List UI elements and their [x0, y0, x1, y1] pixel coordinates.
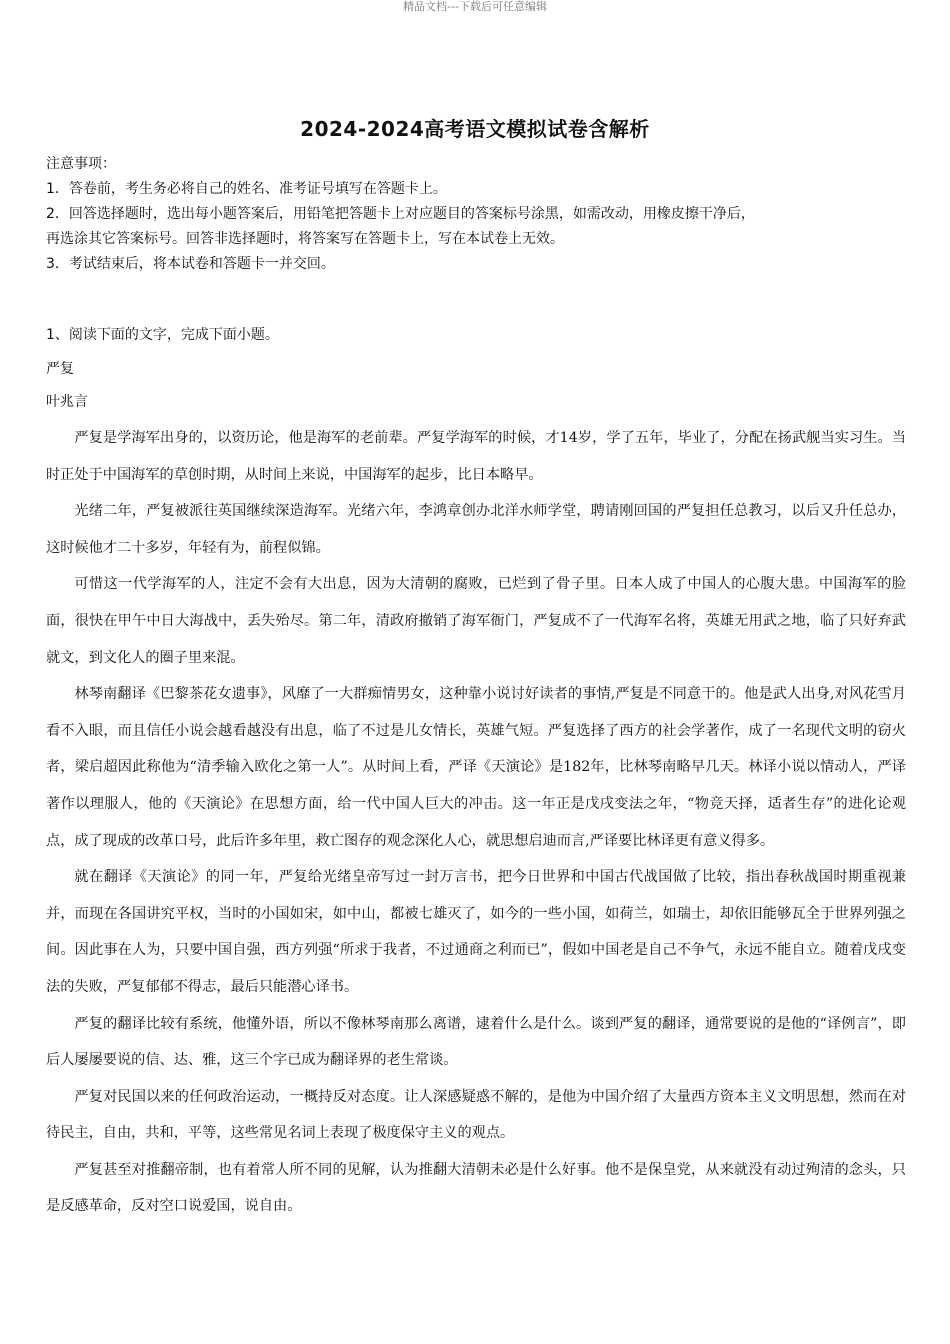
article-paragraph: 严复是学海军出身的，以资历论，他是海军的老前辈。严复学海军的时候，才14岁，学了五年，毕业了，分配在扬武舰当实习生。当时正处于中国海军的草创时期，从时间上来说，中国海军的起步，比日本略早。	[46, 430, 906, 483]
article-paragraph: 光绪二年，严复被派往英国继续深造海军。光绪六年，李鸿章创办北洋水师学堂，聘请刚回国的严复担任总教习，以后又升任总办，这时候他才二十多岁，年轻有为，前程似锦。	[46, 503, 906, 556]
article-paragraph: 严复的翻译比较有系统，他懂外语，所以不像林琴南那么离谱，逮着什么是什么。谈到严复的翻译，通常要说的是他的“译例言”，即后人屡屡要说的信、达、雅，这三个字已成为翻译界的老生常谈。	[46, 1015, 906, 1069]
notice-line: 1．答卷前，考生务必将自己的姓名、准考证号填写在答题卡上。	[46, 181, 447, 197]
page-title: 2024-2024高考语文模拟试卷含解析	[300, 117, 650, 141]
article-paragraph: 林琴南翻译《巴黎茶花女遗事》，风靡了一大群痴情男女，这种靠小说讨好读者的事情,严复是不同意干的。他是武人出身,对风花雪月看不入眼，而且信任小说会越看越没有出息，临了不过是儿女情长，英雄气短。严复选择了西方的社会学著作，成了一名现代文明的窃火者，梁启超因此称他为“清季输入欧化之第一人”。从时间上看，严译《天演论》是182年，比林琴南略早几天。林译小说以情动人，严译著作以理服人，他的《天演论》在思想方面，给一代中国人巨大的冲击。这一年正是戊戌变法之年，“物竞天择，适者生存”的进化论观点，成了现成的改革口号，此后许多年里，救亡图存的观念深化人心，就思想启迪而言,严译要比林译更有意义得多。	[46, 686, 906, 849]
notice-line: 2．回答选择题时，选出每小题答案后，用铅笔把答题卡上对应题目的答案标号涂黑，如需改动，用橡皮擦干净后，	[46, 206, 755, 222]
article-paragraph: 严复对民国以来的任何政治运动，一概持反对态度。让人深感疑惑不解的，是他为中国介绍了大量西方资本主义文明思想，然而在对待民主，自由，共和，平等，这些常见名词上表现了极度保守主义的观点。	[46, 1088, 906, 1142]
header-note: 精品文档---下载后可任意编辑	[403, 0, 547, 13]
notice-line: 再选涂其它答案标号。回答非选择题时，将答案写在答题卡上，写在本试卷上无效。	[46, 231, 564, 247]
notice-heading: 注意事项：	[46, 156, 116, 172]
notice-section	[46, 152, 916, 277]
article-body	[46, 420, 906, 1225]
question-intro: 1、阅读下面的文字，完成下面小题。	[46, 327, 279, 343]
article-paragraph: 可惜这一代学海军的人，注定不会有大出息，因为大清朝的腐败，已烂到了骨子里。日本人成了中国人的心腹大患。中国海军的脸面，很快在甲午中日大海战中，丢失殆尽。第二年，清政府撤销了海军衙门，严复成不了一代海军名将，英雄无用武之地，临了只好弃武就文，到文化人的圈子里来混。	[46, 576, 906, 666]
article-author: 叶兆言	[46, 394, 88, 410]
article-paragraph: 严复甚至对推翻帝制，也有着常人所不同的见解，认为推翻大清朝未必是什么好事。他不是保皇党，从来就没有动过殉清的念头，只是反感革命，反对空口说爱国，说自由。	[46, 1161, 906, 1215]
notice-line: 3．考试结束后，将本试卷和答题卡一并交回。	[46, 256, 335, 272]
article-paragraph: 就在翻译《天演论》的同一年，严复给光绪皇帝写过一封万言书，把今日世界和中国古代战国做了比较，指出春秋战国时期重视兼并，而现在各国讲究平权，当时的小国如宋，如中山，都被七雄灭了，如今的一些小国，如荷兰，如瑞士，却依旧能够瓦全于世界列强之间。因此事在人为，只要中国自强，西方列强“所求于我者，不过通商之利而已”，假如中国老是自己不争气，永远不能自立。随着戊戌变法的失败，严复郁郁不得志，最后只能潜心译书。	[46, 869, 906, 995]
article-title: 严复	[46, 361, 74, 377]
